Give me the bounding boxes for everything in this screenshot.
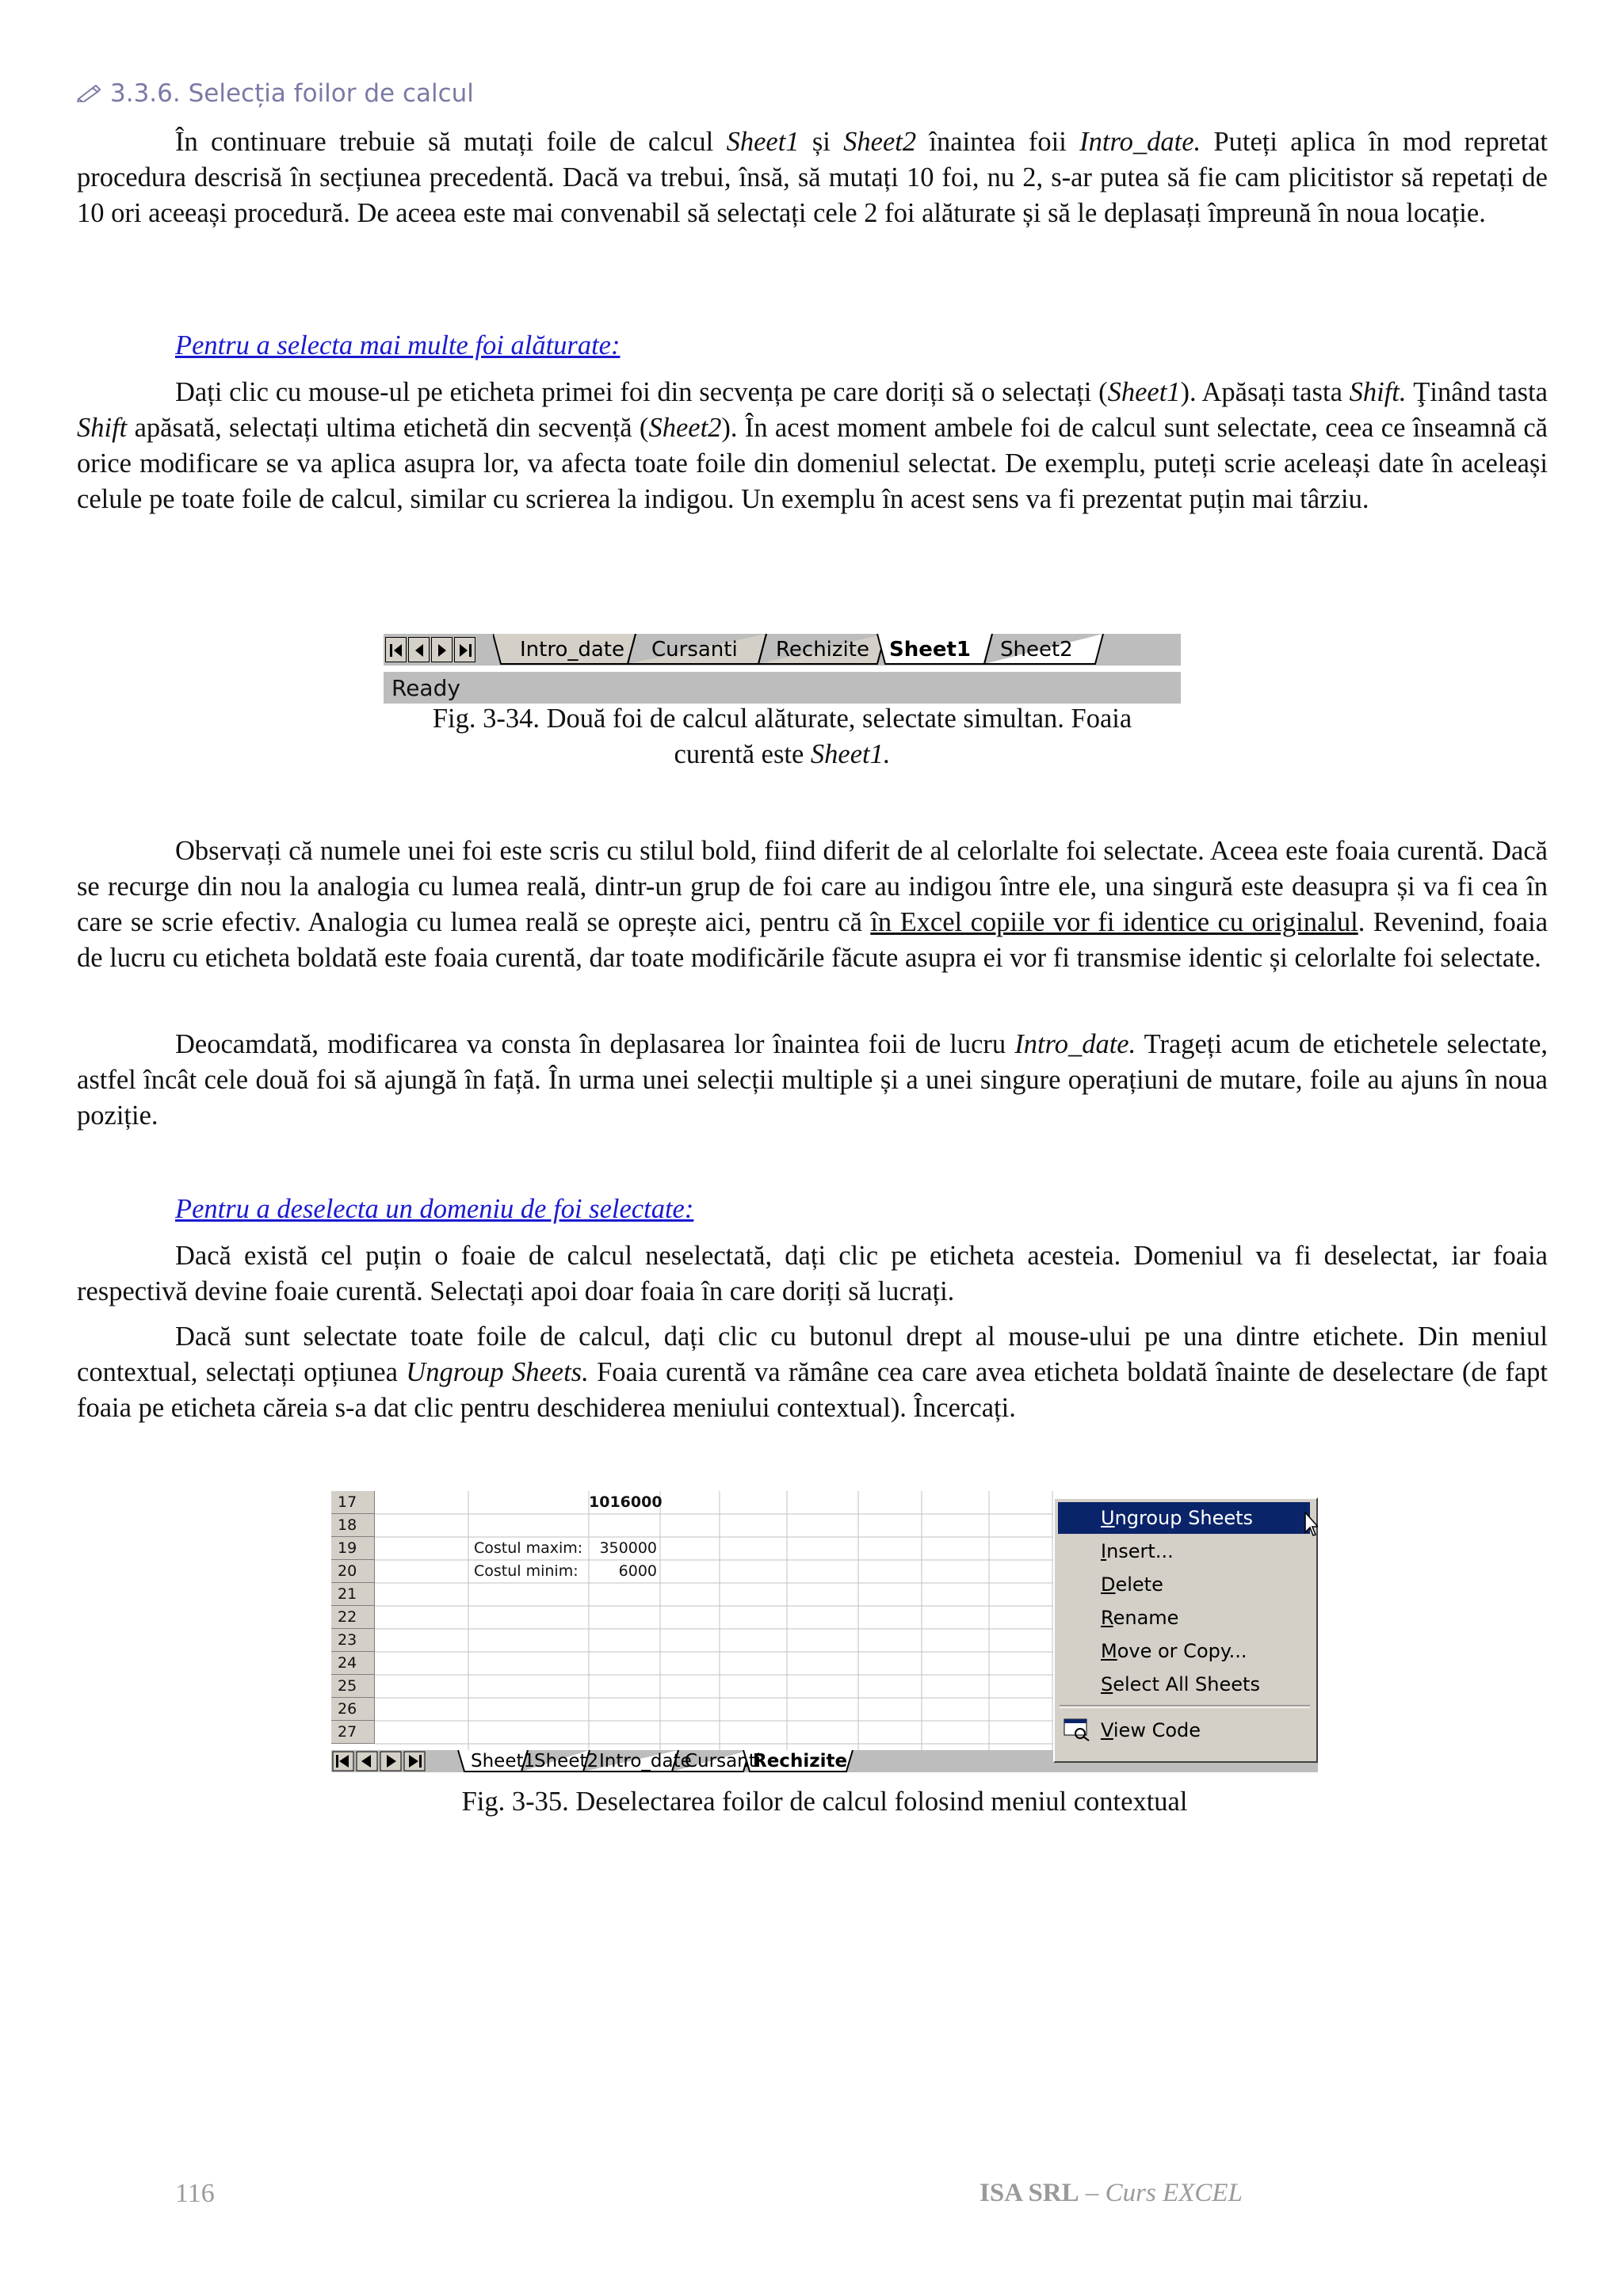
sheet-tab-rechizite[interactable]: Rechizite xyxy=(776,638,869,662)
menu-item-ungroup-sheets[interactable]: Ungroup Sheets xyxy=(1058,1502,1310,1534)
first-sheet-button[interactable] xyxy=(385,637,407,662)
row-header[interactable]: 26 xyxy=(331,1698,375,1721)
menu-item-insert[interactable]: Insert... xyxy=(1101,1540,1174,1562)
sheet-tab-cursanti[interactable]: Cursanti xyxy=(651,638,738,662)
row-header[interactable]: 19 xyxy=(331,1537,375,1560)
menu-item-move-or-copy[interactable]: Move or Copy... xyxy=(1101,1640,1247,1662)
row-header[interactable]: 20 xyxy=(331,1560,375,1583)
prev-arrow-icon xyxy=(412,643,426,658)
subheading-select-adjacent: Pentru a selecta mai multe foi alăturate: xyxy=(175,330,621,360)
sheet-tab-intro-date[interactable]: Intro_date xyxy=(599,1751,692,1772)
figure-2-caption: Fig. 3-35. Deselectarea foilor de calcul folosind meniul contextual xyxy=(461,1787,1188,1817)
paragraph-5: Dacă există cel puțin o foaie de calcul neselectată, dați clic pe eticheta acesteia. Domeniul va fi deselectat, iar foaia respectivă devine foaie curentă. Selectați apoi doar foaia în care doriți să lucrați. xyxy=(77,1241,1548,1306)
paragraph-4: Deocamdată, modificarea va consta în deplasarea lor înaintea foii de lucru Intro_date. Trageți acum de etichetele selectate, astfel încât cele două foi să ajungă în față. În urma unei selecții multiple și a unei singure operațiuni de mutare, foile au ajuns în noua poziție. xyxy=(77,1029,1549,1131)
last-sheet-button[interactable] xyxy=(454,637,475,662)
figure-1-caption xyxy=(384,701,1181,772)
sheet-tab-sheet2[interactable]: Sheet2 xyxy=(1000,638,1073,662)
pencil-icon xyxy=(77,85,102,102)
sheet-tab-sheet1[interactable]: Sheet1 xyxy=(471,1751,536,1772)
paragraph-6: Dacă sunt selectate toate foile de calcul, dați clic cu butonul drept al mouse-ului pe una dintre etichete. Din meniul contextual, selectați opțiunea Ungroup Sheets. Foaia curentă va rămâne cea care avea eticheta boldată înainte de deselectare (de fapt foaia pe eticheta căreia s-a dat clic pentru deschiderea meniului contextual). Încercați. xyxy=(77,1322,1548,1423)
status-text: Ready xyxy=(391,675,460,701)
figure-1-caption-line2: curentă este Sheet1. xyxy=(674,739,891,769)
row-header[interactable]: 23 xyxy=(331,1629,375,1652)
context-menu xyxy=(1053,1497,1318,1763)
section-heading xyxy=(77,79,474,108)
paragraph-1: În continuare trebuie să mutați foile de calcul Sheet1 și Sheet2 înaintea foii Intro_date. Puteți aplica în mod repretat procedura descrisă în secțiunea precedentă. Dacă va trebui, însă, să mutați 10 foi, nu 2, s-ar putea să fie cam plicitistor să repetați de 10 ori aceeași procedură. De aceea este mai convenabil să selectați cele 2 foi alăturate și să le deplasați împreună în noua locație. xyxy=(77,127,1549,228)
paragraph-2: Dați clic cu mouse-ul pe eticheta primei foi din secvența pe care doriți să o selectați (Sheet1). Apăsați tasta Shift. Ţinând tasta Shift apăsată, selectați ultima etichetă din secvență (Sheet2). În acest moment ambele foi de calcul sunt selectate, ceea ce înseamnă că orice modificare se va aplica asupra lor, va afecta toate foile din domeniul selectat. De exemplu, puteți scrie aceleași date în aceleași celule pe toate foile de calcul, similar cu scrierea la indigou. Un exemplu în acest sens va fi prezentat puțin mai târziu. xyxy=(77,377,1548,514)
sheet-tab-bar xyxy=(384,634,1181,666)
sheet-tab-intro-date[interactable]: Intro_date xyxy=(520,638,624,662)
sheet-tab-rechizite[interactable]: Rechizite xyxy=(753,1751,848,1772)
row-header[interactable]: 25 xyxy=(331,1675,375,1698)
menu-item-rename[interactable]: Rename xyxy=(1101,1607,1179,1629)
page-number: 116 xyxy=(175,2179,215,2208)
figure-sheet-tabs xyxy=(384,634,1181,704)
cell-min-value[interactable]: 6000 xyxy=(618,1562,657,1580)
sheet-tabs xyxy=(493,634,1174,666)
figure-1-caption-line1: Fig. 3-34. Două foi de calcul alăturate, selectate simultan. Foaia xyxy=(432,704,1132,734)
menu-item-view-code[interactable]: View Code xyxy=(1101,1719,1201,1741)
row-header[interactable]: 21 xyxy=(331,1583,375,1606)
sheet-tab-sheet2[interactable]: Sheet2 xyxy=(534,1751,599,1772)
cell-total[interactable]: 1016000 xyxy=(589,1493,663,1511)
menu-separator xyxy=(1060,1705,1310,1708)
cell-max-label[interactable]: Costul maxim: xyxy=(474,1539,583,1557)
figure-context-menu xyxy=(331,1491,1318,1772)
row-header[interactable]: 17 xyxy=(331,1491,375,1514)
prev-sheet-button[interactable] xyxy=(408,637,430,662)
next-sheet-button[interactable] xyxy=(431,637,453,662)
menu-item-select-all-sheets[interactable]: Select All Sheets xyxy=(1101,1673,1260,1695)
footer-title: ISA SRL – Curs EXCEL xyxy=(980,2179,1243,2207)
sheet-tab-sheet1[interactable]: Sheet1 xyxy=(889,638,972,662)
mouse-cursor-icon xyxy=(1304,1512,1318,1540)
cell-min-label[interactable]: Costul minim: xyxy=(474,1562,579,1580)
status-bar xyxy=(384,672,1181,704)
section-heading-text: 3.3.6. Selecția foilor de calcul xyxy=(110,79,474,108)
sheet-tab-cursanti[interactable]: Cursanti xyxy=(685,1751,762,1772)
first-arrow-icon xyxy=(389,643,403,658)
row-header[interactable]: 24 xyxy=(331,1652,375,1675)
cell-max-value[interactable]: 350000 xyxy=(599,1539,657,1557)
paragraph-3: Observați că numele unei foi este scris cu stilul bold, fiind diferit de al celorlalte foi selectate. Aceea este foaia curentă. Dacă se recurge din nou la analogia cu lumea reală, dintr-un grup de foi care au indigou între ele, una singură este deasupra și va fi cea în care se scrie efectiv. Analogia cu lumea reală se oprește aici, pentru că în Excel copiile vor fi identice cu originalul. Revenind, foaia de lucru cu eticheta boldată este foaia curentă, dar toate modificările făcute asupra ei vor fi transmise identic și celorlalte foi selectate. xyxy=(77,836,1549,973)
next-arrow-icon xyxy=(435,643,449,658)
row-header[interactable]: 18 xyxy=(331,1514,375,1537)
last-arrow-icon xyxy=(458,643,472,658)
menu-item-delete[interactable]: Delete xyxy=(1101,1573,1163,1596)
row-header[interactable]: 22 xyxy=(331,1606,375,1629)
subheading-deselect: Pentru a deselecta un domeniu de foi selectate: xyxy=(175,1194,694,1224)
row-header[interactable]: 27 xyxy=(331,1721,375,1744)
